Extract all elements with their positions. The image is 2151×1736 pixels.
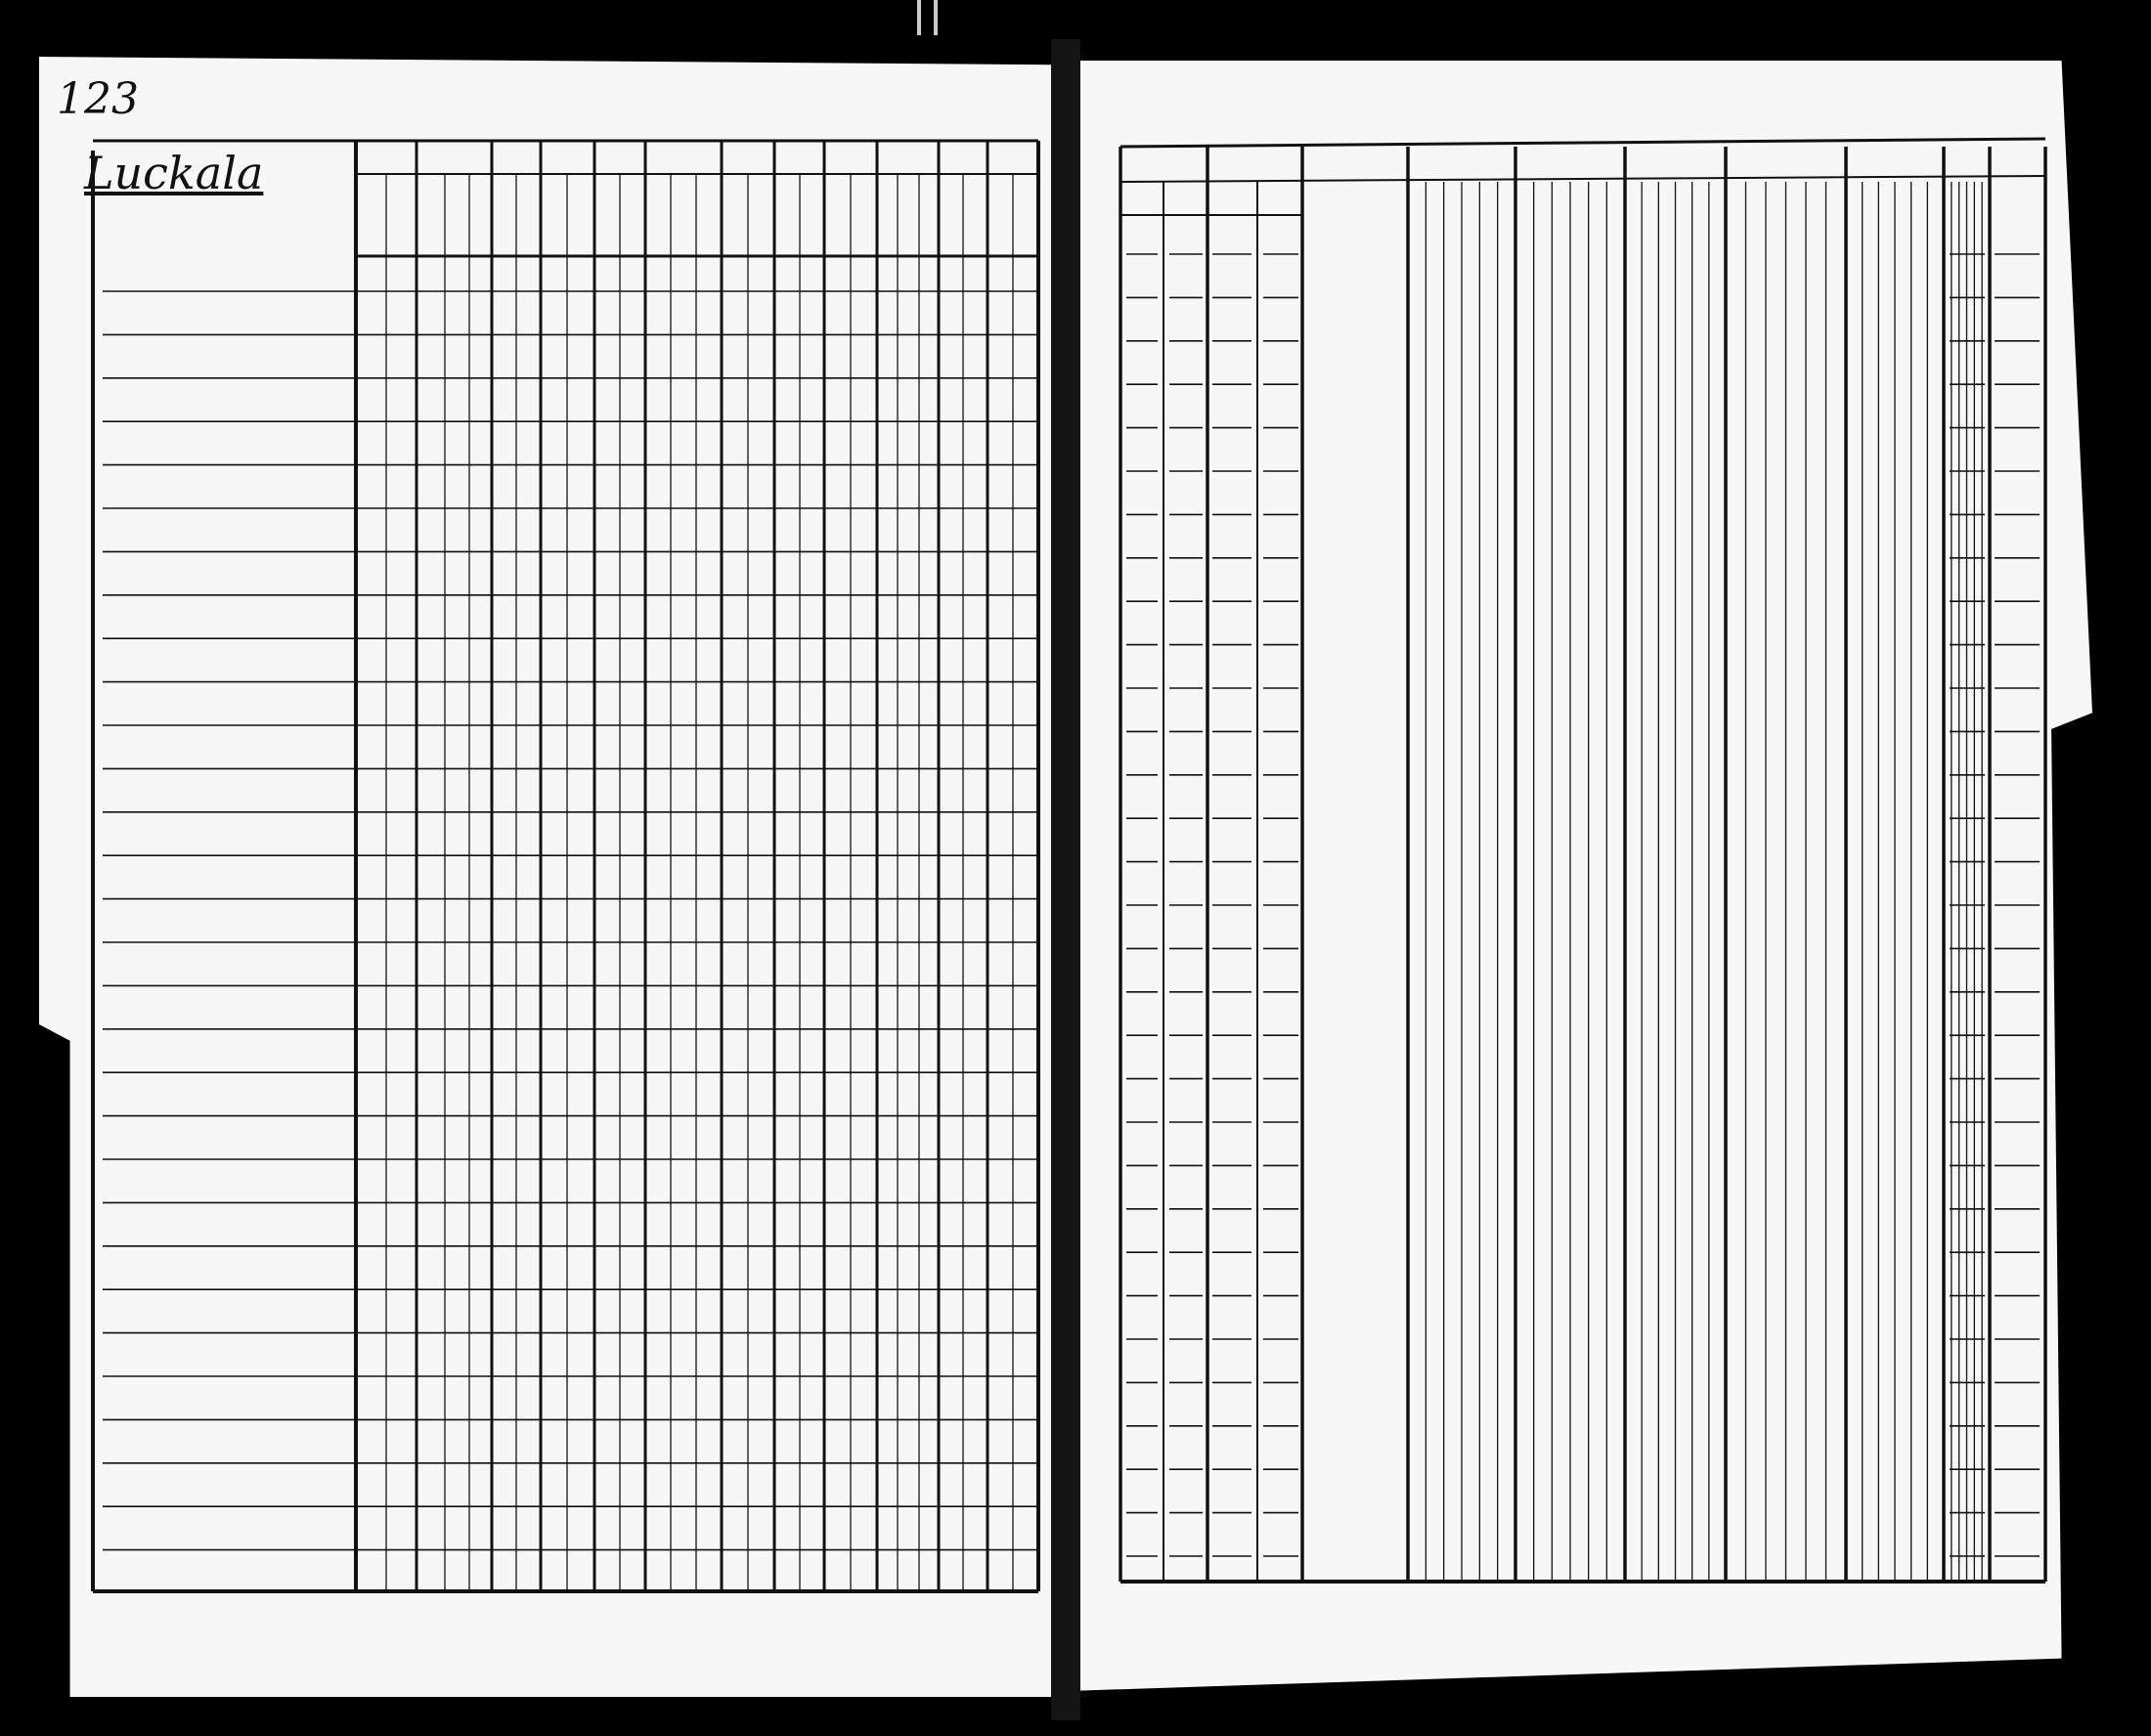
rule-line <box>1120 176 2045 182</box>
place-name: Luckala <box>84 147 264 199</box>
rule-line <box>1120 139 2045 147</box>
page-number: 123 <box>57 74 139 124</box>
